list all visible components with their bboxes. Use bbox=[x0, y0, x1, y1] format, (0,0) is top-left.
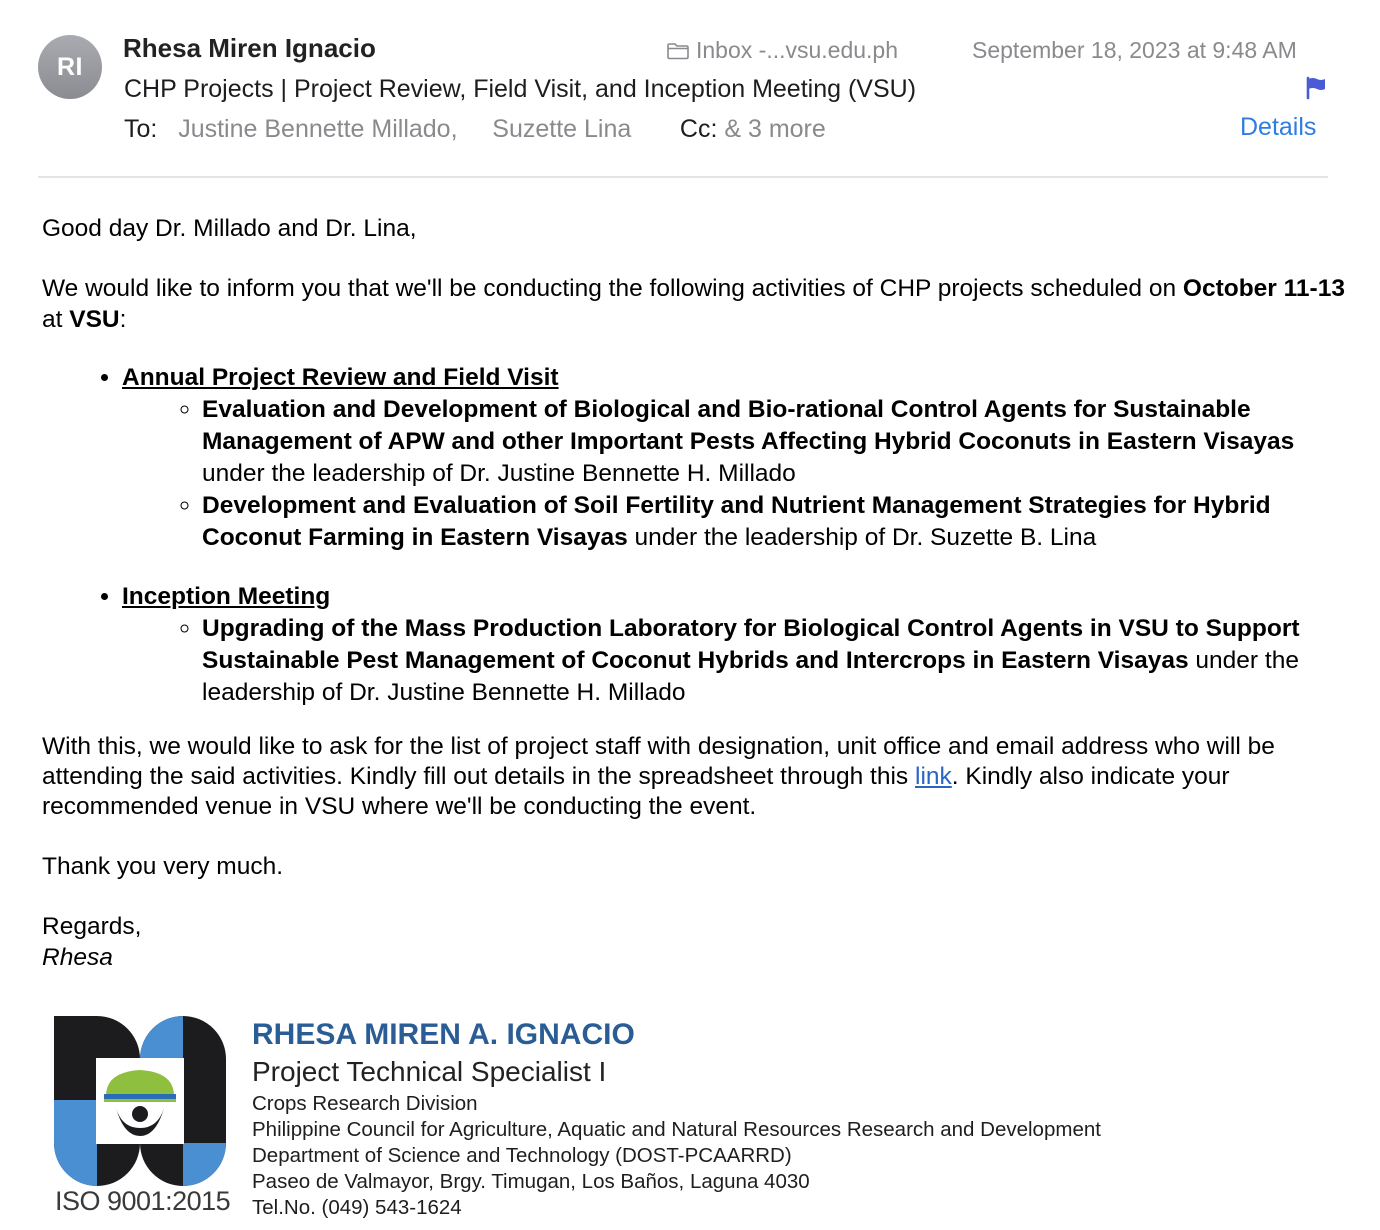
message-header bbox=[0, 0, 1380, 178]
recipient-2[interactable]: Suzette Lina bbox=[492, 115, 632, 143]
request-paragraph bbox=[42, 732, 1352, 822]
signature-details bbox=[252, 1091, 1101, 1221]
intro-date: October 11-13 bbox=[1182, 275, 1345, 302]
intro-at: at bbox=[42, 306, 70, 333]
cc-more[interactable]: & 3 more bbox=[724, 115, 826, 143]
spreadsheet-link[interactable]: link bbox=[915, 763, 952, 790]
avatar-initials: RI bbox=[57, 52, 83, 81]
to-label: To: bbox=[124, 115, 158, 143]
signature-council: Philippine Council for Agriculture, Aquatic and Natural Resources Research and Development bbox=[252, 1118, 1101, 1141]
mailbox-location[interactable] bbox=[666, 37, 898, 64]
section-heading-inception: Inception Meeting bbox=[122, 583, 331, 610]
message-date: September 18, 2023 at 9:48 AM bbox=[972, 37, 1297, 63]
project-leader: under the leadership of Dr. Justine Bennette H. Millado bbox=[202, 460, 796, 487]
project-title: Evaluation and Development of Biological and Bio-rational Control Agents for Sustainable Management of APW and other Important Pests Affecting Hybrid Coconuts in Eastern Visayas bbox=[202, 396, 1295, 455]
cc-label: Cc: bbox=[679, 115, 718, 143]
regards-line: Regards, bbox=[42, 913, 142, 940]
signature-address: Paseo de Valmayor, Brgy. Timugan, Los Baños, Laguna 4030 bbox=[252, 1170, 810, 1193]
section-heading-review: Annual Project Review and Field Visit bbox=[122, 364, 559, 391]
project-list bbox=[122, 394, 1352, 554]
intro-text: We would like to inform you that we'll be conducting the following activities of CHP projects scheduled on bbox=[42, 275, 1183, 302]
project-leader: under the leadership of Dr. Justine Bennette H. Millado bbox=[202, 647, 1299, 706]
flag-icon[interactable] bbox=[1305, 76, 1327, 100]
activity-section bbox=[122, 362, 1352, 554]
project-item bbox=[202, 490, 1352, 554]
project-title: Upgrading of the Mass Production Laboratory for Biological Control Agents in VSU to Support Sustainable Pest Management of Coconut Hybrids and Intercrops in Eastern Visayas bbox=[202, 615, 1300, 674]
mailbox-label: Inbox -...vsu.edu.ph bbox=[696, 37, 899, 63]
request-text-end: . Kindly also indicate your recommended venue in VSU where we'll be conducting the event. bbox=[42, 763, 1230, 820]
signature-department: Department of Science and Technology (DOST-PCAARRD) bbox=[252, 1144, 792, 1167]
intro-place: VSU bbox=[69, 306, 120, 333]
recipient-1[interactable]: Justine Bennette Millado, bbox=[178, 115, 458, 143]
intro-end: : bbox=[119, 306, 127, 333]
project-item bbox=[202, 394, 1352, 490]
activity-section bbox=[122, 581, 1352, 709]
thanks-line: Thank you very much. bbox=[42, 853, 284, 880]
signoff-name: Rhesa bbox=[42, 944, 113, 971]
project-item bbox=[202, 613, 1352, 709]
activities-list bbox=[42, 362, 1352, 709]
request-text: With this, we would like to ask for the list of project staff with designation, unit office and email address who will be attending the said activities. Kindly fill out details in the spreadsheet through this bbox=[42, 733, 1275, 790]
folder-icon bbox=[666, 41, 690, 61]
project-list bbox=[122, 613, 1352, 709]
signature-phone: Tel.No. (049) 543-1624 bbox=[252, 1196, 462, 1219]
recipients-line bbox=[124, 115, 826, 144]
sender-name[interactable]: Rhesa Miren Ignacio bbox=[123, 33, 376, 63]
project-leader: under the leadership of Dr. Suzette B. Lina bbox=[627, 524, 1097, 551]
intro-paragraph bbox=[42, 273, 1352, 335]
message-body bbox=[42, 213, 1352, 973]
greeting: Good day Dr. Millado and Dr. Lina, bbox=[42, 215, 417, 242]
sender-avatar[interactable] bbox=[38, 35, 102, 99]
details-link[interactable]: Details bbox=[1240, 113, 1317, 141]
signature-name: RHESA MIREN A. IGNACIO bbox=[252, 1018, 635, 1051]
project-title: Development and Evaluation of Soil Fertility and Nutrient Management Strategies for Hybrid Coconut Farming in Eastern Visayas bbox=[202, 492, 1271, 551]
signature-title: Project Technical Specialist I bbox=[252, 1056, 607, 1087]
header-divider bbox=[38, 176, 1328, 178]
pcaarrd-logo bbox=[54, 1016, 226, 1186]
signature-division: Crops Research Division bbox=[252, 1092, 478, 1115]
message-subject: CHP Projects | Project Review, Field Visit, and Inception Meeting (VSU) bbox=[124, 75, 917, 103]
iso-caption: ISO 9001:2015 bbox=[55, 1186, 231, 1216]
